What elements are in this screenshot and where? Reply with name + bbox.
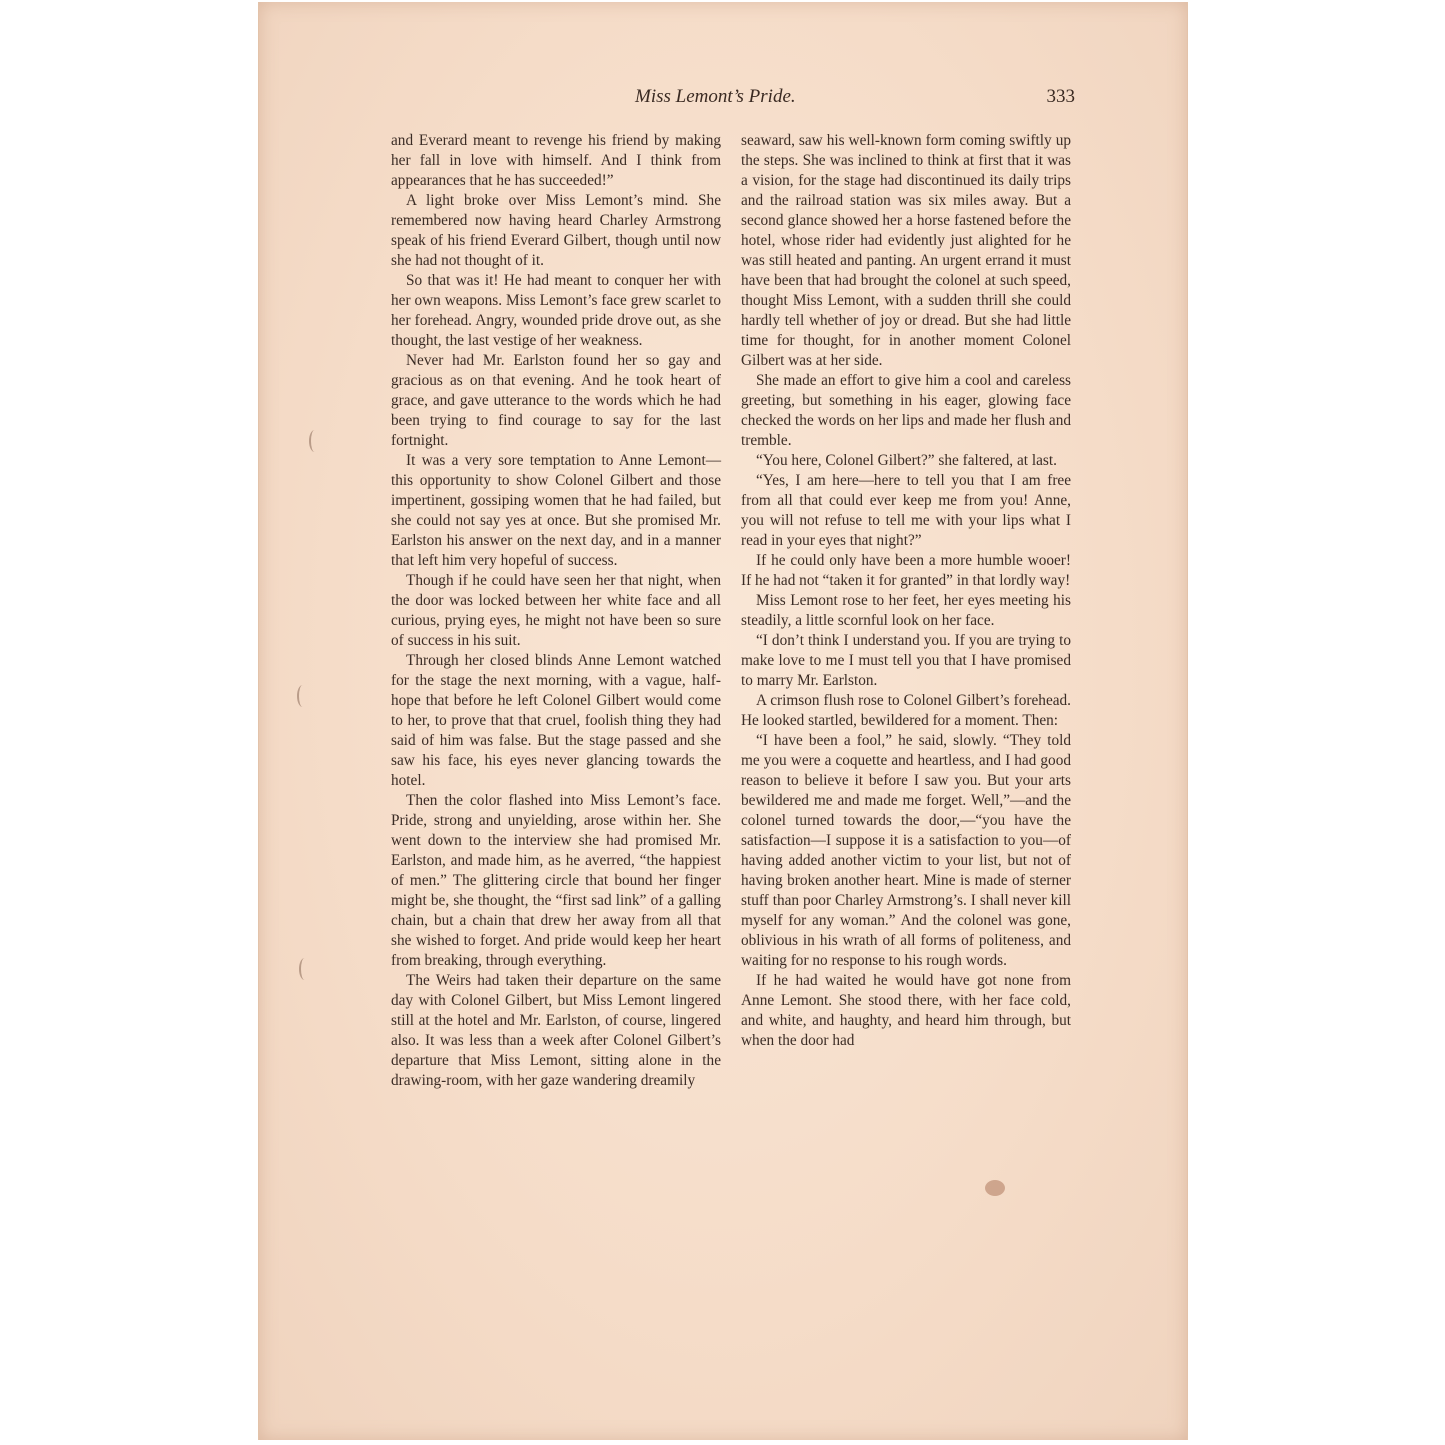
paragraph: “You here, Colonel Gilbert?” she faltered, at last. bbox=[756, 452, 1057, 469]
binding-hole-mark bbox=[299, 958, 310, 980]
left-column bbox=[391, 131, 721, 1091]
paragraph: She made an effort to give him a cool and careless greeting, but something in his eager, glowing face checked the words on her lips and made her flush and tremble. bbox=[741, 372, 1071, 449]
paragraph: Though if he could have seen her that night, when the door was locked between her white face and all curious, prying eyes, he might not have been so sure of success in his suit. bbox=[391, 572, 721, 649]
paragraph: Then the color flashed into Miss Lemont’s face. Pride, strong and unyielding, arose within her. She went down to the interview she had promised Mr. Earlston, and made him, as he averred, “the happiest of men.” The glittering circle that bound her finger might be, she thought, the “first sad link” of a galling chain, but a chain that drew her away from all that she wished to forget. And pride would keep her heart from breaking, through everything. bbox=[391, 792, 721, 969]
paragraph: A crimson flush rose to Colonel Gilbert’s forehead. He looked startled, bewildered for a moment. Then: bbox=[741, 692, 1071, 729]
paragraph: seaward, saw his well-known form coming swiftly up the steps. She was inclined to think at first that it was a vision, for the stage had discontinued its daily trips and the railroad station was six miles away. But a second glance showed her a horse fastened before the hotel, whose rider had evidently just alighted for he was still heated and panting. An urgent errand it must have been that had brought the colonel at such speed, thought Miss Lemont, with a sudden thrill she could hardly tell whether of joy or dread. But she had little time for thought, for in another moment Colonel Gilbert was at her side. bbox=[741, 132, 1071, 369]
page-number: 333 bbox=[1046, 86, 1075, 107]
paragraph: If he could only have been a more humble wooer! If he had not “taken it for granted” in that lordly way! bbox=[741, 552, 1071, 589]
paragraph: “I don’t think I understand you. If you are trying to make love to me I must tell you that I have promised to marry Mr. Earlston. bbox=[741, 632, 1071, 689]
page-header bbox=[259, 86, 1187, 112]
paragraph: If he had waited he would have got none from Anne Lemont. She stood there, with her face cold, and white, and haughty, and heard him through, but when the door had bbox=[741, 972, 1071, 1049]
paragraph: It was a very sore temptation to Anne Lemont—this opportunity to show Colonel Gilbert and those impertinent, gossiping women that he had failed, but she could not say yes at once. But she promised Mr. Earlston his answer on the next day, and in a manner that left him very hopeful of success. bbox=[391, 452, 721, 569]
paragraph: Never had Mr. Earlston found her so gay and gracious as on that evening. And he took heart of grace, and gave utterance to the words which he had been trying to find courage to say for the last fortnight. bbox=[391, 352, 721, 449]
paper-stain bbox=[985, 1180, 1005, 1196]
paragraph: “Yes, I am here—here to tell you that I am free from all that could ever keep me from you! Anne, you will not refuse to tell me with your lips what I read in your eyes that night?” bbox=[741, 472, 1071, 549]
paragraph: Miss Lemont rose to her feet, her eyes meeting his steadily, a little scornful look on her face. bbox=[741, 592, 1071, 629]
paragraph: A light broke over Miss Lemont’s mind. She remembered now having heard Charley Armstrong speak of his friend Everard Gilbert, though until now she had not thought of it. bbox=[391, 192, 721, 269]
binding-hole-mark bbox=[309, 430, 320, 452]
paragraph: The Weirs had taken their departure on the same day with Colonel Gilbert, but Miss Lemont lingered still at the hotel and Mr. Earlston, of course, lingered also. It was less than a week after Colonel Gilbert’s departure that Miss Lemont, sitting alone in the drawing-room, with her gaze wandering dreamily bbox=[391, 972, 721, 1089]
paragraph: “I have been a fool,” he said, slowly. “They told me you were a coquette and heartless, and I had good reason to believe it before I saw you. But your arts bewildered me and made me forget. Well,”—and the colonel turned towards the door,—“you have the satisfaction—I suppose it is a satisfaction to you—of having added another victim to your list, but not of having broken another heart. Mine is made of sterner stuff than poor Charley Armstrong’s. I shall never kill myself for any woman.” And the colonel was gone, oblivious in his wrath of all forms of politeness, and waiting for no response to his rough words. bbox=[741, 732, 1071, 969]
paragraph: and Everard meant to revenge his friend by making her fall in love with himself. And I think from appearances that he has succeeded!” bbox=[391, 132, 721, 189]
paragraph: So that was it! He had meant to conquer her with her own weapons. Miss Lemont’s face grew scarlet to her forehead. Angry, wounded pride drove out, as she thought, the last vestige of her weakness. bbox=[391, 272, 721, 349]
right-column bbox=[741, 131, 1071, 1051]
paragraph: Through her closed blinds Anne Lemont watched for the stage the next morning, with a vague, half-hope that before he left Colonel Gilbert would come to her, to prove that that cruel, foolish thing they had said of him was false. But the stage passed and she saw his face, his eyes never glancing towards the hotel. bbox=[391, 652, 721, 789]
book-page bbox=[258, 2, 1188, 1440]
binding-hole-mark bbox=[297, 685, 308, 707]
running-title: Miss Lemont’s Pride. bbox=[635, 86, 796, 107]
